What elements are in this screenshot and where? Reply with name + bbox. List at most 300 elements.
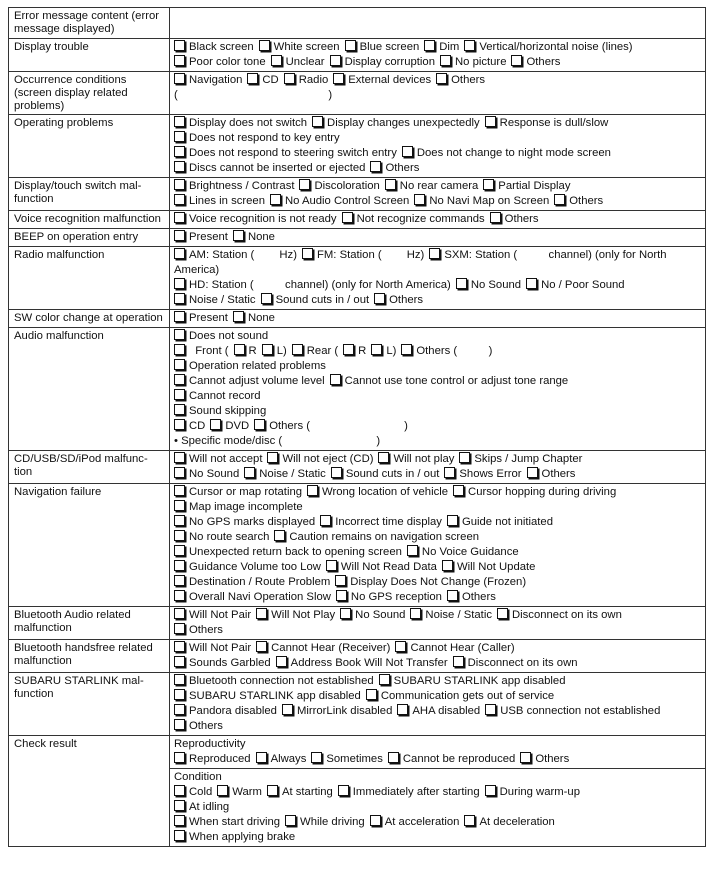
checkbox-icon[interactable] xyxy=(331,467,342,478)
option-line xyxy=(174,293,702,308)
checkbox-option[interactable] xyxy=(174,546,402,558)
checkbox-icon[interactable] xyxy=(447,515,458,526)
checkbox-icon[interactable] xyxy=(485,704,496,715)
checkbox-icon[interactable] xyxy=(343,344,354,355)
checkbox-option[interactable] xyxy=(174,330,268,342)
checkbox-option[interactable] xyxy=(244,468,326,480)
checkbox-option[interactable] xyxy=(174,624,223,636)
checkbox-option[interactable] xyxy=(453,657,578,669)
checkbox-option[interactable] xyxy=(485,705,660,717)
checkbox-icon[interactable] xyxy=(233,230,244,241)
checkbox-icon[interactable] xyxy=(320,515,331,526)
checkbox-option[interactable] xyxy=(331,468,440,480)
checkbox-icon[interactable] xyxy=(174,230,185,241)
checkbox-icon[interactable] xyxy=(397,704,408,715)
checkbox-icon[interactable] xyxy=(174,575,185,586)
option-line xyxy=(174,146,702,161)
checkbox-label: Cold xyxy=(189,786,213,798)
checkbox-option[interactable] xyxy=(395,642,514,654)
checkbox-option[interactable] xyxy=(174,132,340,144)
checkbox-option[interactable] xyxy=(335,576,526,588)
option-line xyxy=(174,785,702,800)
checkbox-icon[interactable] xyxy=(261,293,272,304)
checkbox-option[interactable] xyxy=(174,642,251,654)
checkbox-icon[interactable] xyxy=(402,146,413,157)
checkbox-icon[interactable] xyxy=(333,73,344,84)
checkbox-option[interactable] xyxy=(174,801,229,813)
checkbox-option[interactable] xyxy=(233,231,275,243)
checkbox-label: Noise / Static xyxy=(425,609,492,621)
checkbox-icon[interactable] xyxy=(174,719,185,730)
checkbox-option[interactable] xyxy=(464,816,554,828)
checkbox-icon[interactable] xyxy=(234,344,245,355)
checkbox-icon[interactable] xyxy=(401,344,412,355)
checkbox-label: Others xyxy=(541,468,576,480)
checkbox-icon[interactable] xyxy=(247,73,258,84)
checkbox-icon[interactable] xyxy=(302,248,313,259)
checkbox-icon[interactable] xyxy=(371,344,382,355)
checkbox-option[interactable] xyxy=(174,591,331,603)
checkbox-option[interactable] xyxy=(276,657,448,669)
checkbox-option[interactable] xyxy=(174,453,262,465)
checkbox-option[interactable] xyxy=(402,147,611,159)
checkbox-option[interactable] xyxy=(271,56,325,68)
checkbox-option[interactable] xyxy=(174,420,205,432)
checkbox-option[interactable] xyxy=(267,786,333,798)
checkbox-option[interactable] xyxy=(459,453,582,465)
checkbox-icon[interactable] xyxy=(436,73,447,84)
checkbox-icon[interactable] xyxy=(370,815,381,826)
checkbox-icon[interactable] xyxy=(378,452,389,463)
checkbox-option[interactable] xyxy=(526,279,625,291)
checkbox-label: Lines in screen xyxy=(189,195,265,207)
checkbox-option[interactable] xyxy=(285,816,365,828)
checkbox-label: Cannot Hear (Caller) xyxy=(410,642,515,654)
checkbox-option[interactable] xyxy=(554,195,603,207)
checkbox-icon[interactable] xyxy=(410,608,421,619)
checkbox-icon[interactable] xyxy=(174,389,185,400)
checkbox-option[interactable] xyxy=(444,468,521,480)
checkbox-icon[interactable] xyxy=(326,560,337,571)
checkbox-icon[interactable] xyxy=(285,815,296,826)
checkbox-icon[interactable] xyxy=(174,467,185,478)
checkbox-icon[interactable] xyxy=(338,785,349,796)
checkbox-icon[interactable] xyxy=(374,293,385,304)
checkbox-icon[interactable] xyxy=(490,212,501,223)
checklist-row xyxy=(9,607,706,640)
checkbox-option[interactable] xyxy=(261,294,370,306)
checkbox-label: When start driving xyxy=(189,816,281,828)
option-line xyxy=(174,374,702,389)
checkbox-icon[interactable] xyxy=(440,55,451,66)
checkbox-icon[interactable] xyxy=(174,179,185,190)
checkbox-icon[interactable] xyxy=(299,179,310,190)
checkbox-icon[interactable] xyxy=(174,374,185,385)
checklist-row xyxy=(9,736,706,847)
checkbox-option[interactable] xyxy=(485,117,609,129)
checkbox-icon[interactable] xyxy=(174,656,185,667)
checkbox-option[interactable] xyxy=(174,249,297,261)
checkbox-icon[interactable] xyxy=(174,752,185,763)
checkbox-option[interactable] xyxy=(174,375,325,387)
checkbox-icon[interactable] xyxy=(233,311,244,322)
checkbox-option[interactable] xyxy=(174,213,337,225)
checkbox-option[interactable] xyxy=(259,41,340,53)
checkbox-option[interactable] xyxy=(511,56,560,68)
checkbox-icon[interactable] xyxy=(483,179,494,190)
checkbox-icon[interactable] xyxy=(174,311,185,322)
checkbox-icon[interactable] xyxy=(274,530,285,541)
checkbox-option[interactable] xyxy=(174,405,266,417)
checkbox-option[interactable] xyxy=(174,279,451,291)
checkbox-option[interactable] xyxy=(174,312,228,324)
checkbox-option[interactable] xyxy=(174,561,321,573)
checkbox-label: MirrorLink disabled xyxy=(296,705,393,717)
checkbox-option[interactable] xyxy=(379,675,566,687)
checkbox-label: No Navi Map on Screen xyxy=(429,195,550,207)
option-line xyxy=(174,212,702,227)
row-label: Voice recognition malfunction xyxy=(9,211,170,229)
checkbox-icon[interactable] xyxy=(174,329,185,340)
checkbox-icon[interactable] xyxy=(464,40,475,51)
checkbox-icon[interactable] xyxy=(174,404,185,415)
checkbox-label: Sound cuts in / out xyxy=(275,294,370,306)
checkbox-icon[interactable] xyxy=(407,545,418,556)
checkbox-option[interactable] xyxy=(342,213,485,225)
checkbox-icon[interactable] xyxy=(259,40,270,51)
checkbox-icon[interactable] xyxy=(174,785,185,796)
checkbox-icon[interactable] xyxy=(282,704,293,715)
checkbox-option[interactable] xyxy=(262,345,287,357)
checkbox-icon[interactable] xyxy=(554,194,565,205)
checkbox-option[interactable] xyxy=(174,675,374,687)
checkbox-icon[interactable] xyxy=(174,704,185,715)
checkbox-icon[interactable] xyxy=(267,785,278,796)
checkbox-icon[interactable] xyxy=(312,116,323,127)
checkbox-option[interactable] xyxy=(267,453,373,465)
checkbox-option[interactable] xyxy=(414,195,549,207)
checkbox-icon[interactable] xyxy=(330,55,341,66)
checkbox-option[interactable] xyxy=(320,516,442,528)
checkbox-option[interactable] xyxy=(436,74,485,86)
checkbox-icon[interactable] xyxy=(345,40,356,51)
checkbox-option[interactable] xyxy=(174,390,261,402)
checkbox-option[interactable] xyxy=(527,468,576,480)
checkbox-icon[interactable] xyxy=(385,179,396,190)
checkbox-option[interactable] xyxy=(174,831,295,843)
checkbox-option[interactable] xyxy=(174,231,228,243)
checkbox-option[interactable] xyxy=(366,690,554,702)
checkbox-icon[interactable] xyxy=(174,146,185,157)
checkbox-option[interactable] xyxy=(397,705,480,717)
checkbox-option[interactable] xyxy=(483,180,570,192)
checkbox-option[interactable] xyxy=(370,816,460,828)
checkbox-icon[interactable] xyxy=(174,623,185,634)
checkbox-option[interactable] xyxy=(442,561,535,573)
checkbox-option[interactable] xyxy=(274,531,479,543)
checkbox-icon[interactable] xyxy=(174,359,185,370)
checkbox-icon[interactable] xyxy=(497,608,508,619)
checkbox-option[interactable] xyxy=(247,74,278,86)
checkbox-icon[interactable] xyxy=(174,590,185,601)
checkbox-option[interactable] xyxy=(254,420,408,432)
checkbox-label: Discs cannot be inserted or ejected xyxy=(189,162,366,174)
checkbox-option[interactable] xyxy=(345,41,420,53)
checkbox-label: Display does not switch xyxy=(189,117,308,129)
checkbox-option[interactable] xyxy=(174,180,294,192)
checkbox-option[interactable] xyxy=(374,294,423,306)
checkbox-option[interactable] xyxy=(330,375,569,387)
checkbox-option[interactable] xyxy=(174,720,223,732)
checkbox-label: Noise / Static xyxy=(189,294,256,306)
checkbox-icon[interactable] xyxy=(414,194,425,205)
checkbox-option[interactable] xyxy=(520,753,569,765)
checkbox-label: Will not play xyxy=(393,453,455,465)
checkbox-icon[interactable] xyxy=(330,374,341,385)
checkbox-icon[interactable] xyxy=(174,674,185,685)
checkbox-icon[interactable] xyxy=(174,641,185,652)
checkbox-icon[interactable] xyxy=(174,116,185,127)
checkbox-icon[interactable] xyxy=(254,419,265,430)
checkbox-option[interactable] xyxy=(174,516,315,528)
checkbox-icon[interactable] xyxy=(174,545,185,556)
checkbox-option[interactable] xyxy=(174,147,397,159)
checkbox-option[interactable] xyxy=(410,609,492,621)
checkbox-icon[interactable] xyxy=(267,452,278,463)
checkbox-label: No Sound xyxy=(470,279,522,291)
checkbox-option[interactable] xyxy=(174,705,277,717)
checkbox-option[interactable] xyxy=(284,74,329,86)
checkbox-icon[interactable] xyxy=(459,452,470,463)
checkbox-option[interactable] xyxy=(174,576,330,588)
checkbox-icon[interactable] xyxy=(442,560,453,571)
checkbox-option[interactable] xyxy=(371,345,396,357)
checkbox-icon[interactable] xyxy=(335,575,346,586)
row-options xyxy=(170,736,706,847)
checkbox-icon[interactable] xyxy=(174,689,185,700)
checkbox-icon[interactable] xyxy=(262,344,273,355)
checkbox-icon[interactable] xyxy=(174,248,185,259)
checkbox-icon[interactable] xyxy=(447,590,458,601)
checkbox-icon[interactable] xyxy=(210,419,221,430)
checkbox-icon[interactable] xyxy=(311,752,322,763)
checkbox-icon[interactable] xyxy=(256,641,267,652)
checkbox-icon[interactable] xyxy=(307,485,318,496)
checkbox-option[interactable] xyxy=(447,516,553,528)
checkbox-icon[interactable] xyxy=(271,55,282,66)
checkbox-option[interactable] xyxy=(174,501,303,513)
checkbox-label: No Audio Control Screen xyxy=(284,195,410,207)
checkbox-icon[interactable] xyxy=(174,485,185,496)
checkbox-icon[interactable] xyxy=(174,212,185,223)
checkbox-option[interactable] xyxy=(217,786,262,798)
checkbox-icon[interactable] xyxy=(174,293,185,304)
checkbox-icon[interactable] xyxy=(174,560,185,571)
checkbox-option[interactable] xyxy=(429,249,666,261)
checkbox-icon[interactable] xyxy=(276,656,287,667)
checkbox-option[interactable] xyxy=(174,56,266,68)
row-options xyxy=(170,211,706,229)
checkbox-icon[interactable] xyxy=(370,161,381,172)
checkbox-option[interactable] xyxy=(174,345,229,357)
checkbox-icon[interactable] xyxy=(174,419,185,430)
checkbox-option[interactable] xyxy=(174,816,280,828)
checkbox-option[interactable] xyxy=(299,180,379,192)
checkbox-option[interactable] xyxy=(464,41,632,53)
checkbox-option[interactable] xyxy=(233,312,275,324)
option-line xyxy=(174,248,702,263)
checkbox-icon[interactable] xyxy=(527,467,538,478)
checkbox-icon[interactable] xyxy=(292,344,303,355)
checkbox-icon[interactable] xyxy=(174,815,185,826)
checkbox-icon[interactable] xyxy=(284,73,295,84)
option-line xyxy=(174,815,702,830)
checkbox-option[interactable] xyxy=(174,294,256,306)
checkbox-icon[interactable] xyxy=(174,608,185,619)
checkbox-icon[interactable] xyxy=(485,785,496,796)
checkbox-icon[interactable] xyxy=(244,467,255,478)
checkbox-icon[interactable] xyxy=(217,785,228,796)
checkbox-option[interactable] xyxy=(497,609,622,621)
checkbox-icon[interactable] xyxy=(456,278,467,289)
checkbox-label: Poor color tone xyxy=(189,56,266,68)
option-text: ( ) xyxy=(174,89,333,101)
checkbox-icon[interactable] xyxy=(336,590,347,601)
checkbox-option[interactable] xyxy=(326,561,437,573)
checkbox-icon[interactable] xyxy=(444,467,455,478)
checkbox-icon[interactable] xyxy=(174,194,185,205)
checkbox-option[interactable] xyxy=(174,753,251,765)
checkbox-option[interactable] xyxy=(490,213,539,225)
checkbox-icon[interactable] xyxy=(256,608,267,619)
checkbox-icon[interactable] xyxy=(270,194,281,205)
checkbox-option[interactable] xyxy=(270,195,409,207)
row-options xyxy=(170,607,706,640)
checkbox-label: No Voice Guidance xyxy=(421,546,519,558)
checkbox-option[interactable] xyxy=(174,41,254,53)
checkbox-option[interactable] xyxy=(174,531,269,543)
checkbox-icon[interactable] xyxy=(174,530,185,541)
checkbox-icon[interactable] xyxy=(395,641,406,652)
checkbox-option[interactable] xyxy=(424,41,459,53)
option-line xyxy=(174,344,702,359)
checkbox-option[interactable] xyxy=(174,690,361,702)
checkbox-option[interactable] xyxy=(447,591,496,603)
checkbox-icon[interactable] xyxy=(342,212,353,223)
checkbox-option[interactable] xyxy=(174,786,212,798)
checkbox-icon[interactable] xyxy=(174,131,185,142)
checkbox-option[interactable] xyxy=(174,468,239,480)
checkbox-icon[interactable] xyxy=(174,278,185,289)
checkbox-icon[interactable] xyxy=(174,830,185,841)
checkbox-icon[interactable] xyxy=(174,515,185,526)
checkbox-option[interactable] xyxy=(174,657,271,669)
row-label: BEEP on operation entry xyxy=(9,229,170,247)
checkbox-option[interactable] xyxy=(302,249,424,261)
checkbox-option[interactable] xyxy=(312,117,480,129)
checkbox-option[interactable] xyxy=(333,74,431,86)
checkbox-option[interactable] xyxy=(256,642,390,654)
checkbox-icon[interactable] xyxy=(174,500,185,511)
checkbox-option[interactable] xyxy=(407,546,519,558)
checkbox-icon[interactable] xyxy=(174,40,185,51)
checkbox-option[interactable] xyxy=(456,279,521,291)
checkbox-option[interactable] xyxy=(210,420,249,432)
checkbox-icon[interactable] xyxy=(256,752,267,763)
checkbox-label: Cannot record xyxy=(189,390,261,402)
checkbox-option[interactable] xyxy=(388,753,515,765)
checkbox-option[interactable] xyxy=(174,486,302,498)
checkbox-icon[interactable] xyxy=(485,116,496,127)
row-options xyxy=(170,640,706,673)
checkbox-label: Cannot use tone control or adjust tone range xyxy=(344,375,569,387)
checkbox-label: Caution remains on navigation screen xyxy=(289,531,480,543)
checkbox-option[interactable] xyxy=(174,117,307,129)
checkbox-option[interactable] xyxy=(256,609,335,621)
checkbox-icon[interactable] xyxy=(174,55,185,66)
checkbox-icon[interactable] xyxy=(174,73,185,84)
checkbox-icon[interactable] xyxy=(174,344,185,355)
checkbox-option[interactable] xyxy=(174,74,242,86)
checkbox-option[interactable] xyxy=(453,486,616,498)
checkbox-option[interactable] xyxy=(378,453,454,465)
checkbox-icon[interactable] xyxy=(429,248,440,259)
checkbox-icon[interactable] xyxy=(366,689,377,700)
checkbox-option[interactable] xyxy=(401,345,492,357)
checkbox-label: Navigation xyxy=(189,74,243,86)
checkbox-option[interactable] xyxy=(174,195,265,207)
checkbox-icon[interactable] xyxy=(511,55,522,66)
checkbox-option[interactable] xyxy=(174,609,251,621)
checkbox-option[interactable] xyxy=(340,609,405,621)
checkbox-option[interactable] xyxy=(440,56,507,68)
checkbox-icon[interactable] xyxy=(379,674,390,685)
checkbox-icon[interactable] xyxy=(174,452,185,463)
checkbox-label: Vertical/horizontal noise (lines) xyxy=(479,41,633,53)
checkbox-option[interactable] xyxy=(343,345,366,357)
checkbox-icon[interactable] xyxy=(526,278,537,289)
checkbox-icon[interactable] xyxy=(388,752,399,763)
checkbox-option[interactable] xyxy=(336,591,442,603)
checkbox-icon[interactable] xyxy=(520,752,531,763)
checkbox-icon[interactable] xyxy=(340,608,351,619)
checkbox-option[interactable] xyxy=(282,705,392,717)
checkbox-option[interactable] xyxy=(292,345,338,357)
checkbox-option[interactable] xyxy=(330,56,435,68)
checkbox-option[interactable] xyxy=(485,786,580,798)
row-options xyxy=(170,328,706,451)
checkbox-option[interactable] xyxy=(234,345,257,357)
checkbox-label: Disconnect on its own xyxy=(511,609,622,621)
checkbox-option[interactable] xyxy=(307,486,448,498)
checkbox-label: No GPS reception xyxy=(350,591,442,603)
checkbox-option[interactable] xyxy=(385,180,478,192)
checkbox-icon[interactable] xyxy=(174,161,185,172)
checkbox-icon[interactable] xyxy=(453,485,464,496)
checkbox-icon[interactable] xyxy=(453,656,464,667)
checkbox-icon[interactable] xyxy=(174,800,185,811)
checkbox-option[interactable] xyxy=(174,162,365,174)
checkbox-option[interactable] xyxy=(370,162,419,174)
checkbox-option[interactable] xyxy=(174,360,326,372)
checkbox-option[interactable] xyxy=(311,753,383,765)
checkbox-icon[interactable] xyxy=(424,40,435,51)
option-line xyxy=(174,263,702,278)
option-line xyxy=(174,179,702,194)
checkbox-option[interactable] xyxy=(338,786,480,798)
checkbox-icon[interactable] xyxy=(464,815,475,826)
checkbox-option[interactable] xyxy=(256,753,307,765)
